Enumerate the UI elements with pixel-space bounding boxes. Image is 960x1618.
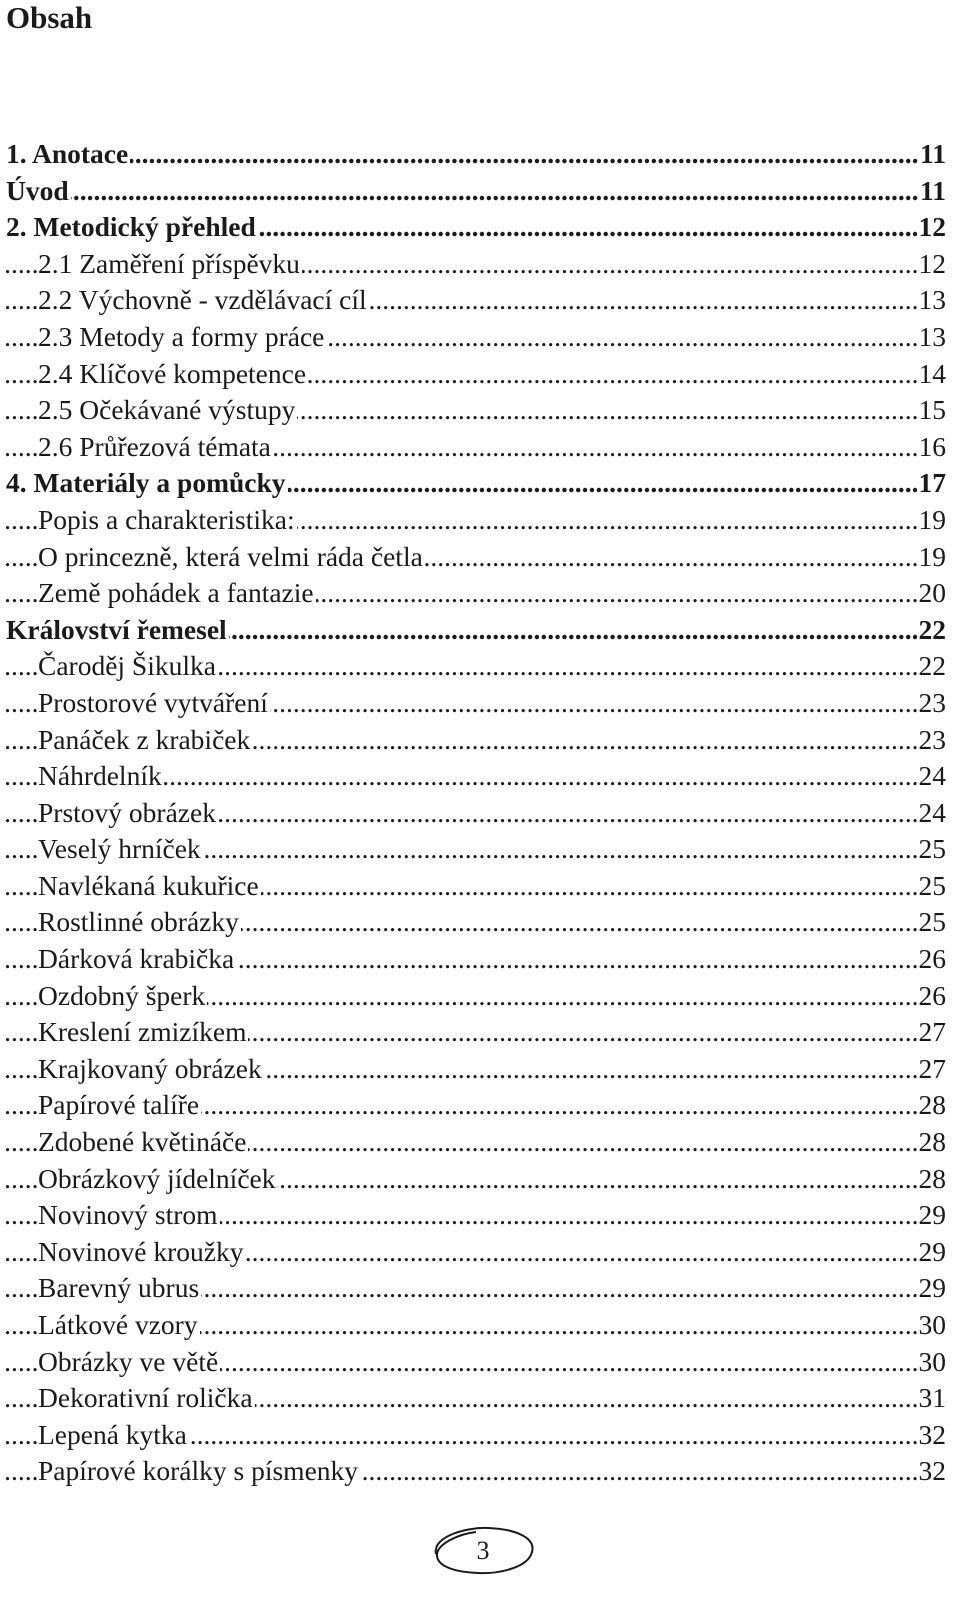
toc-entry-title: Ozdobný šperk (38, 978, 207, 1015)
toc-entry-title: Panáček z krabiček (38, 722, 252, 759)
toc-entry[interactable] (0, 539, 960, 576)
toc-entry-page: 25 (917, 904, 947, 941)
toc-entry-page: 28 (917, 1124, 947, 1161)
table-of-contents (0, 136, 960, 1490)
toc-entry-title: O princezně, která velmi ráda četla (38, 539, 425, 576)
toc-entry-title: Krajkovaný obrázek (38, 1051, 264, 1088)
toc-entry[interactable] (0, 209, 960, 246)
toc-entry[interactable] (0, 1344, 960, 1381)
toc-entry-page: 29 (917, 1234, 947, 1271)
toc-entry-title: Náhrdelník (38, 758, 164, 795)
toc-entry-title: Obrázkový jídelníček (38, 1161, 277, 1198)
toc-entry-title: Popis a charakteristika: (38, 502, 297, 539)
toc-entry[interactable] (0, 831, 960, 868)
toc-entry-page: 27 (917, 1014, 947, 1051)
toc-entry-title: 2.5 Očekávané výstupy (38, 392, 297, 429)
toc-entry-title: 2.1 Zaměření příspěvku (38, 246, 302, 283)
toc-entry[interactable] (0, 246, 960, 283)
toc-entry[interactable] (0, 1453, 960, 1490)
toc-entry[interactable] (0, 868, 960, 905)
toc-entry-page: 26 (917, 941, 947, 978)
toc-entry-page: 31 (917, 1380, 947, 1417)
toc-entry-title: Dárková krabička (38, 941, 236, 978)
toc-entry-page: 32 (917, 1453, 947, 1490)
toc-entry-title: Země pohádek a fantazie (38, 575, 316, 612)
toc-entry[interactable] (0, 1161, 960, 1198)
toc-entry[interactable] (0, 1087, 960, 1124)
toc-entry-page: 27 (917, 1051, 947, 1088)
toc-entry-title: 2.4 Klíčové kompetence (38, 356, 308, 393)
toc-entry-title: Rostlinné obrázky (38, 904, 241, 941)
toc-entry[interactable] (0, 758, 960, 795)
toc-entry-title: Čaroděj Šikulka (38, 648, 218, 685)
toc-entry-page: 22 (917, 612, 947, 649)
toc-entry-title: Zdobené květináče (38, 1124, 248, 1161)
toc-entry[interactable] (0, 282, 960, 319)
toc-entry-page: 13 (917, 319, 947, 356)
toc-entry-title: Úvod (6, 173, 71, 210)
page-title: Obsah (6, 0, 93, 35)
toc-entry-page: 22 (917, 648, 947, 685)
toc-entry-title: Navlékaná kukuřice (38, 868, 261, 905)
toc-entry[interactable] (0, 1270, 960, 1307)
toc-entry[interactable] (0, 173, 960, 210)
toc-entry-page: 29 (917, 1270, 947, 1307)
toc-entry[interactable] (0, 722, 960, 759)
dot-leader (6, 173, 946, 210)
toc-entry[interactable] (0, 1234, 960, 1271)
toc-entry-page: 14 (917, 356, 947, 393)
toc-entry[interactable] (0, 502, 960, 539)
page-number: 3 (476, 1536, 490, 1565)
toc-entry[interactable] (0, 575, 960, 612)
toc-entry-title: 1. Anotace (6, 136, 130, 173)
toc-entry-title: Látkové vzory (38, 1307, 200, 1344)
toc-entry-page: 24 (917, 795, 947, 832)
toc-entry[interactable] (0, 1417, 960, 1454)
toc-entry[interactable] (0, 612, 960, 649)
toc-entry-page: 15 (917, 392, 947, 429)
toc-entry-title: Novinový strom (38, 1197, 220, 1234)
dot-leader (6, 136, 946, 173)
toc-entry-page: 25 (917, 831, 947, 868)
toc-entry-page: 16 (917, 429, 947, 466)
toc-entry-page: 23 (917, 685, 947, 722)
toc-entry-page: 12 (917, 209, 947, 246)
toc-entry-page: 23 (917, 722, 947, 759)
toc-entry[interactable] (0, 465, 960, 502)
toc-entry-title: Papírové talíře (38, 1087, 201, 1124)
toc-entry-title: Prstový obrázek (38, 795, 218, 832)
toc-entry[interactable] (0, 685, 960, 722)
toc-entry[interactable] (0, 1197, 960, 1234)
toc-entry-title: 2. Metodický přehled (6, 209, 258, 246)
toc-entry[interactable] (0, 1051, 960, 1088)
toc-entry-page: 25 (917, 868, 947, 905)
toc-entry[interactable] (0, 795, 960, 832)
toc-entry-title: Dekorativní rolička (38, 1380, 255, 1417)
toc-entry-page: 12 (917, 246, 947, 283)
toc-entry[interactable] (0, 1124, 960, 1161)
toc-entry[interactable] (0, 429, 960, 466)
toc-entry-title: Království řemesel (6, 612, 229, 649)
toc-entry[interactable] (0, 648, 960, 685)
toc-entry-title: Novinové kroužky (38, 1234, 245, 1271)
toc-entry-title: Prostorové vytváření (38, 685, 270, 722)
toc-entry-title: Kreslení zmizíkem (38, 1014, 248, 1051)
toc-entry-page: 26 (917, 978, 947, 1015)
toc-entry[interactable] (0, 978, 960, 1015)
toc-entry-title: Lepená kytka (38, 1417, 189, 1454)
toc-entry[interactable] (0, 941, 960, 978)
toc-entry-page: 28 (917, 1161, 947, 1198)
toc-entry[interactable] (0, 319, 960, 356)
toc-entry-page: 19 (917, 539, 947, 576)
toc-entry[interactable] (0, 1307, 960, 1344)
toc-entry-page: 30 (917, 1344, 947, 1381)
toc-entry-page: 19 (917, 502, 947, 539)
toc-entry-page: 29 (917, 1197, 947, 1234)
toc-entry-title: Obrázky ve větě (38, 1344, 220, 1381)
toc-entry-title: 2.2 Výchovně - vzdělávací cíl (38, 282, 369, 319)
toc-entry-page: 30 (917, 1307, 947, 1344)
toc-entry[interactable] (0, 1014, 960, 1051)
toc-entry-page: 32 (917, 1417, 947, 1454)
toc-entry[interactable] (0, 136, 960, 173)
toc-entry[interactable] (0, 392, 960, 429)
toc-entry-title: Barevný ubrus (38, 1270, 201, 1307)
toc-entry-title: Papírové korálky s písmenky (38, 1453, 360, 1490)
toc-entry-title: 2.6 Průřezová témata (38, 429, 273, 466)
toc-entry[interactable] (0, 1380, 960, 1417)
toc-entry[interactable] (0, 356, 960, 393)
toc-entry-title: 2.3 Metody a formy práce (38, 319, 326, 356)
toc-entry-title: 4. Materiály a pomůcky (6, 465, 288, 502)
toc-entry[interactable] (0, 904, 960, 941)
toc-entry-page: 13 (917, 282, 947, 319)
toc-entry-page: 28 (917, 1087, 947, 1124)
toc-entry-page: 11 (918, 136, 946, 173)
toc-entry-title: Veselý hrníček (38, 831, 203, 868)
toc-entry-page: 24 (917, 758, 947, 795)
toc-entry-page: 11 (918, 173, 946, 210)
toc-entry-page: 20 (917, 575, 947, 612)
toc-entry-page: 17 (917, 465, 947, 502)
